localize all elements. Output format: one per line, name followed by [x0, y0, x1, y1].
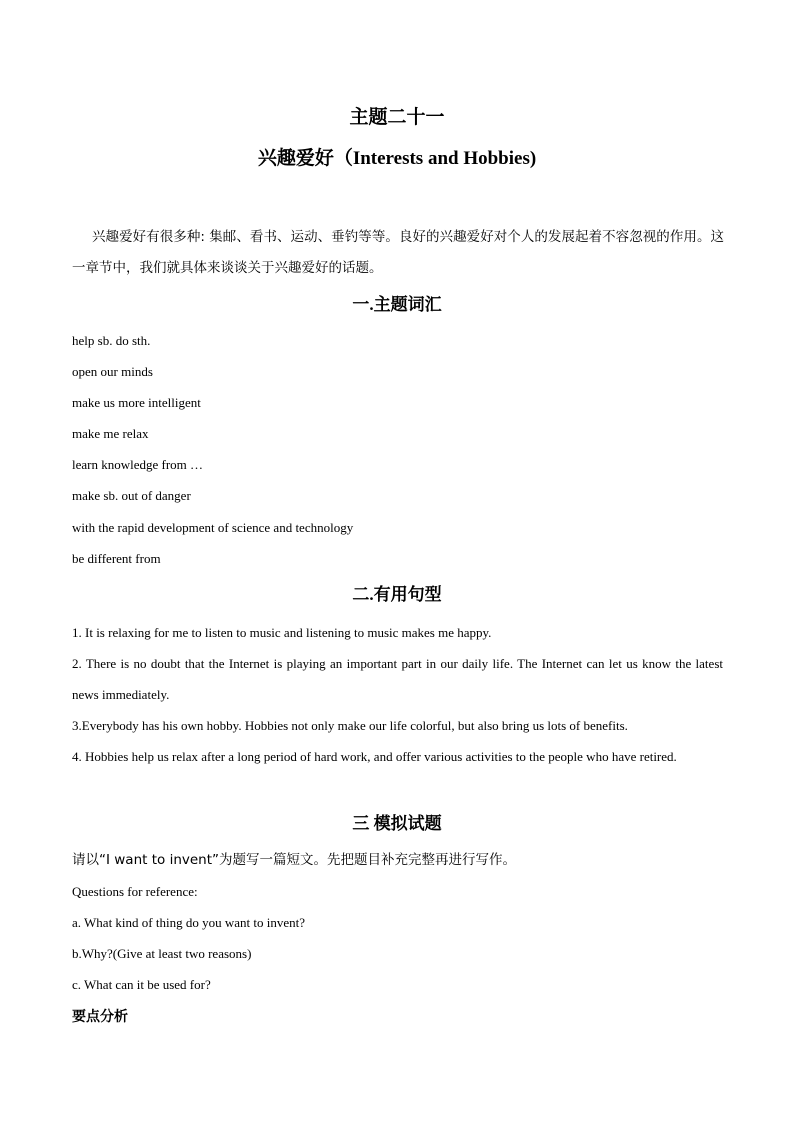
vocab-item: make sb. out of danger [72, 488, 191, 503]
questions-label: Questions for reference: [72, 884, 198, 899]
question-item: b.Why?(Give at least two reasons) [72, 946, 252, 961]
vocab-item: make me relax [72, 426, 149, 441]
section-heading-practice: 三 模拟试题 [352, 814, 442, 833]
sentence-item: 4. Hobbies help us relax after a long period of hard work, and offer various activities to the people who have retired. [72, 749, 677, 764]
section-heading-vocabulary: 一.主题词汇 [352, 295, 442, 314]
vocab-item: be different from [72, 551, 161, 566]
vocab-item: open our minds [72, 364, 153, 379]
question-item: c. What can it be used for? [72, 977, 211, 992]
page-title: 主题二十一 [349, 107, 445, 128]
intro-paragraph: 兴趣爱好有很多种: 集邮、看书、运动、垂钓等等。良好的兴趣爱好对个人的发展起着不容忽视的作用。这一章节中，我们就具体来谈谈关于兴趣爱好的话题。 [72, 229, 724, 276]
vocab-item: learn knowledge from … [72, 457, 204, 472]
vocab-item: make us more intelligent [72, 395, 201, 410]
page-subtitle: 兴趣爱好（Interests and Hobbies) [257, 148, 537, 169]
sentence-item: 2. There is no doubt that the Internet is playing an important part in our daily life. The Internet can let us know the latest news immediately. [72, 656, 723, 702]
vocab-item: help sb. do sth. [72, 333, 151, 348]
section-heading-sentences: 二.有用句型 [352, 585, 442, 604]
analysis-label: 要点分析 [72, 1009, 128, 1025]
question-item: a. What kind of thing do you want to invent? [72, 915, 305, 930]
sentence-item: 1. It is relaxing for me to listen to music and listening to music makes me happy. [72, 625, 492, 640]
writing-prompt: 请以“I want to invent”为题写一篇短文。先把题目补充完整再进行写作。 [72, 852, 517, 868]
vocab-item: with the rapid development of science and technology [72, 520, 354, 535]
sentence-item: 3.Everybody has his own hobby. Hobbies not only make our life colorful, but also bring us lots of benefits. [72, 718, 628, 733]
